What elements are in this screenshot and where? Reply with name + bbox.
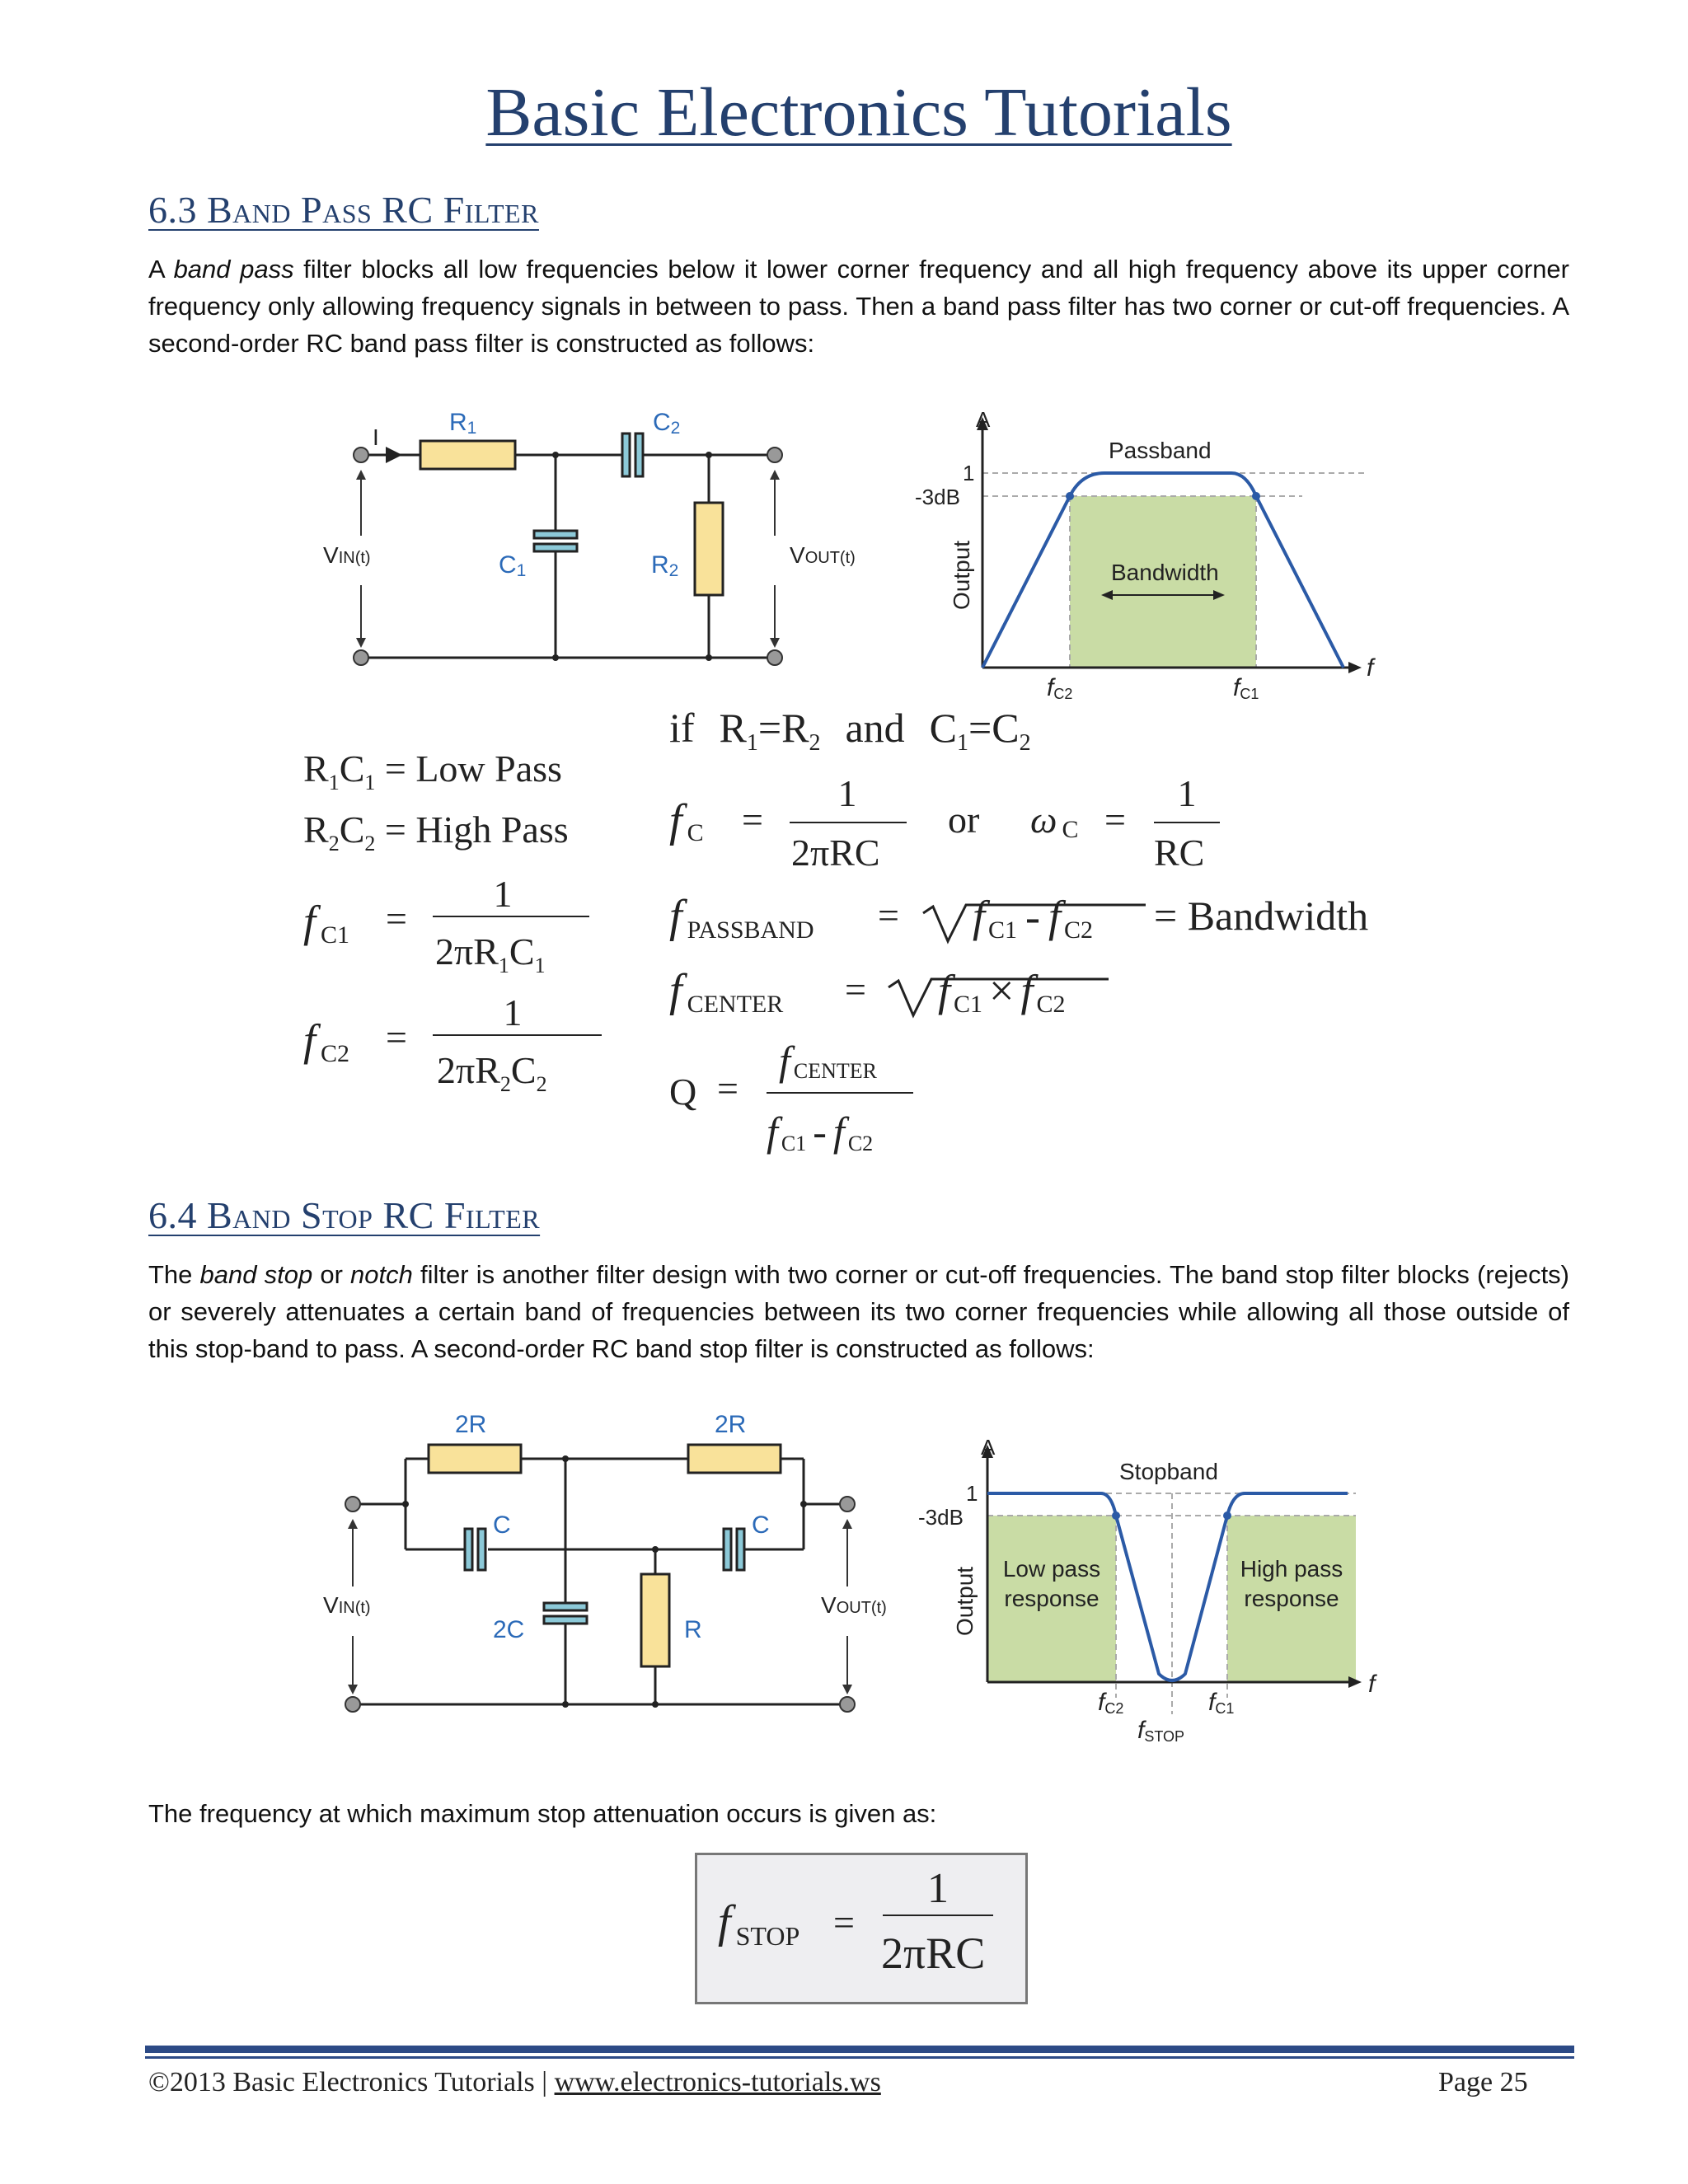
svg-text:fC2: fC2 bbox=[1047, 674, 1073, 702]
svg-text:fSTOP: fSTOP bbox=[1137, 1717, 1185, 1745]
passband-label: Passband bbox=[1109, 438, 1212, 463]
svg-text:fC1×fC2: f C1 × f C2 bbox=[938, 966, 1066, 1018]
band-stop-paragraph: The band stop or notch filter is another filter design with two corner or cut-off frequencies. The band stop filter blocks (rejects) or severely attenuates a certain band of frequencies between its two corner frequencies while allowing all those outside of this stop-band to pass. A second-order RC band stop filter is constructed as follows: bbox=[148, 1260, 1570, 1363]
svg-text:1: 1 bbox=[963, 461, 975, 485]
svg-text:=: = bbox=[845, 968, 866, 1010]
svg-text:fC1-fC2: f C1 - f C2 bbox=[973, 892, 1094, 944]
svg-text:f: f bbox=[1367, 654, 1374, 682]
svg-text:-3dB: -3dB bbox=[915, 485, 960, 509]
svg-text:2C: 2C bbox=[493, 1616, 525, 1643]
band-stop-circuit bbox=[313, 1405, 907, 1718]
svg-text:2πRC: 2πRC bbox=[881, 1929, 986, 1978]
current-label: I bbox=[373, 424, 379, 450]
svg-text:fC2: f C2 bbox=[303, 1015, 350, 1067]
svg-text:R1C1 = Low Pass: $R_1C_1$ = Low Pass bbox=[303, 748, 562, 794]
svg-text:=: = bbox=[717, 1067, 738, 1109]
svg-text:=: = bbox=[386, 1016, 407, 1058]
svg-text:VIN(t): VIN(t) bbox=[323, 542, 371, 568]
stop-frequency-text: The frequency at which maximum stop attenuation occurs is given as: bbox=[148, 1799, 937, 1828]
svg-text:response: response bbox=[1004, 1586, 1100, 1611]
svg-text:fC1: fC1 bbox=[1208, 1689, 1235, 1717]
band-pass-equations bbox=[297, 705, 1434, 1170]
svg-text:fC1: fC1 bbox=[1233, 674, 1259, 702]
page-number: Page 25 bbox=[1438, 2067, 1528, 2097]
footer-text bbox=[148, 2067, 881, 2098]
svg-text:2R: 2R bbox=[715, 1411, 747, 1438]
svg-text:2R: 2R bbox=[455, 1411, 487, 1438]
footer-copyright: ©2013 Basic Electronics Tutorials bbox=[148, 2067, 535, 2097]
resistor-r bbox=[641, 1574, 669, 1666]
svg-text:1: 1 bbox=[966, 1481, 978, 1506]
svg-text:1: 1 bbox=[493, 873, 513, 915]
svg-text:Low pass: Low pass bbox=[1002, 1556, 1101, 1582]
svg-text:ωC: ω C bbox=[1030, 799, 1079, 843]
svg-text:fC2: fC2 bbox=[1098, 1689, 1124, 1717]
footer-rule bbox=[145, 2046, 1574, 2053]
footer-separator: | bbox=[542, 2067, 548, 2097]
capacitor-c-right bbox=[724, 1529, 744, 1570]
svg-text:fC1: f C1 bbox=[303, 897, 350, 949]
svg-text:f: f bbox=[1368, 1671, 1376, 1698]
svg-text:VIN(t): VIN(t) bbox=[323, 1592, 371, 1618]
capacitor-c1 bbox=[534, 531, 577, 551]
footer-rule-thin bbox=[145, 2056, 1574, 2059]
band-pass-response-graph bbox=[907, 404, 1401, 709]
svg-text:response: response bbox=[1244, 1586, 1339, 1611]
svg-text:= Bandwidth: = Bandwidth bbox=[1154, 893, 1369, 939]
svg-text:fCENTER: fCENTER bbox=[779, 1038, 878, 1084]
svg-text:A: A bbox=[976, 407, 991, 432]
section-heading-band-pass: 6.3 Band Pass RC Filter bbox=[148, 189, 539, 231]
resistor-r2 bbox=[695, 503, 723, 595]
svg-text:C1: C1 bbox=[499, 551, 527, 580]
svg-text:C: C bbox=[752, 1511, 770, 1539]
svg-text:C: C bbox=[493, 1511, 511, 1539]
svg-text:-3dB: -3dB bbox=[918, 1505, 964, 1530]
svg-text:Q: Q bbox=[669, 1071, 697, 1113]
svg-text:ifR1=R2andC1=C2: if $R_1=R_2$ and $C_1=C_2$ bbox=[669, 705, 1031, 756]
svg-text:R: R bbox=[684, 1616, 702, 1643]
svg-text:High pass: High pass bbox=[1240, 1556, 1343, 1582]
footer-website-link[interactable]: www.electronics-tutorials.ws bbox=[554, 2067, 881, 2097]
capacitor-2c bbox=[544, 1603, 587, 1624]
svg-text:1: 1 bbox=[503, 991, 523, 1033]
svg-text:C2: C2 bbox=[653, 409, 681, 438]
svg-text:=: = bbox=[1104, 799, 1126, 841]
svg-text:2πR2C2: $2\pi R_2C_2$ bbox=[437, 1049, 547, 1096]
resistor-2r-left bbox=[429, 1445, 521, 1473]
section-heading-band-stop: 6.4 Band Stop RC Filter bbox=[148, 1194, 541, 1236]
svg-text:2πRC: 2πRC bbox=[791, 832, 880, 874]
stopband-label: Stopband bbox=[1119, 1459, 1218, 1484]
capacitor-c2 bbox=[622, 434, 643, 476]
resistor-r1 bbox=[420, 441, 515, 469]
svg-text:1: 1 bbox=[837, 772, 857, 814]
svg-text:fC1-fC2: f C1 - f C2 bbox=[767, 1108, 874, 1155]
svg-text:=: = bbox=[833, 1901, 855, 1943]
stop-frequency-formula bbox=[695, 1853, 1028, 2004]
svg-text:R2: R2 bbox=[651, 551, 679, 580]
capacitor-c-left bbox=[465, 1529, 485, 1570]
bandwidth-label: Bandwidth bbox=[1111, 560, 1219, 585]
svg-text:fPASSBAND: fPASSBAND bbox=[669, 891, 814, 944]
svg-text:=: = bbox=[742, 799, 763, 841]
band-pass-paragraph: A band pass filter blocks all low frequencies below it lower corner frequency and all high frequency above its upper corner frequency only allowing frequency signals in between to pass. Then a band pass filter has two corner or cut-off frequencies. A second-order RC band pass filter is constructed as follows: bbox=[148, 255, 1569, 358]
site-title: Basic Electronics Tutorials bbox=[485, 74, 1232, 151]
svg-text:Output: Output bbox=[949, 540, 974, 610]
svg-text:Output: Output bbox=[952, 1566, 978, 1636]
svg-text:VOUT(t): VOUT(t) bbox=[821, 1592, 887, 1618]
svg-text:R1: R1 bbox=[449, 409, 477, 438]
svg-text:fC: f C bbox=[669, 795, 704, 846]
svg-text:2πR1C1: $2\pi R_1C_1$ bbox=[435, 930, 546, 977]
band-pass-circuit bbox=[313, 404, 874, 676]
svg-text:=: = bbox=[386, 898, 407, 940]
band-stop-response-graph bbox=[907, 1430, 1418, 1760]
svg-text:R2C2 = High Pass: $R_2C_2$ = High Pass bbox=[303, 808, 569, 855]
svg-text:1: 1 bbox=[927, 1865, 949, 1912]
svg-text:or: or bbox=[948, 799, 980, 841]
svg-text:VOUT(t): VOUT(t) bbox=[790, 542, 856, 568]
svg-text:fCENTER: fCENTER bbox=[669, 965, 784, 1018]
svg-text:fSTOP: fSTOP bbox=[718, 1896, 800, 1951]
resistor-2r-right bbox=[688, 1445, 781, 1473]
svg-text:1: 1 bbox=[1177, 772, 1197, 814]
svg-text:A: A bbox=[981, 1435, 996, 1460]
svg-text:RC: RC bbox=[1154, 832, 1205, 874]
svg-text:=: = bbox=[878, 894, 899, 936]
